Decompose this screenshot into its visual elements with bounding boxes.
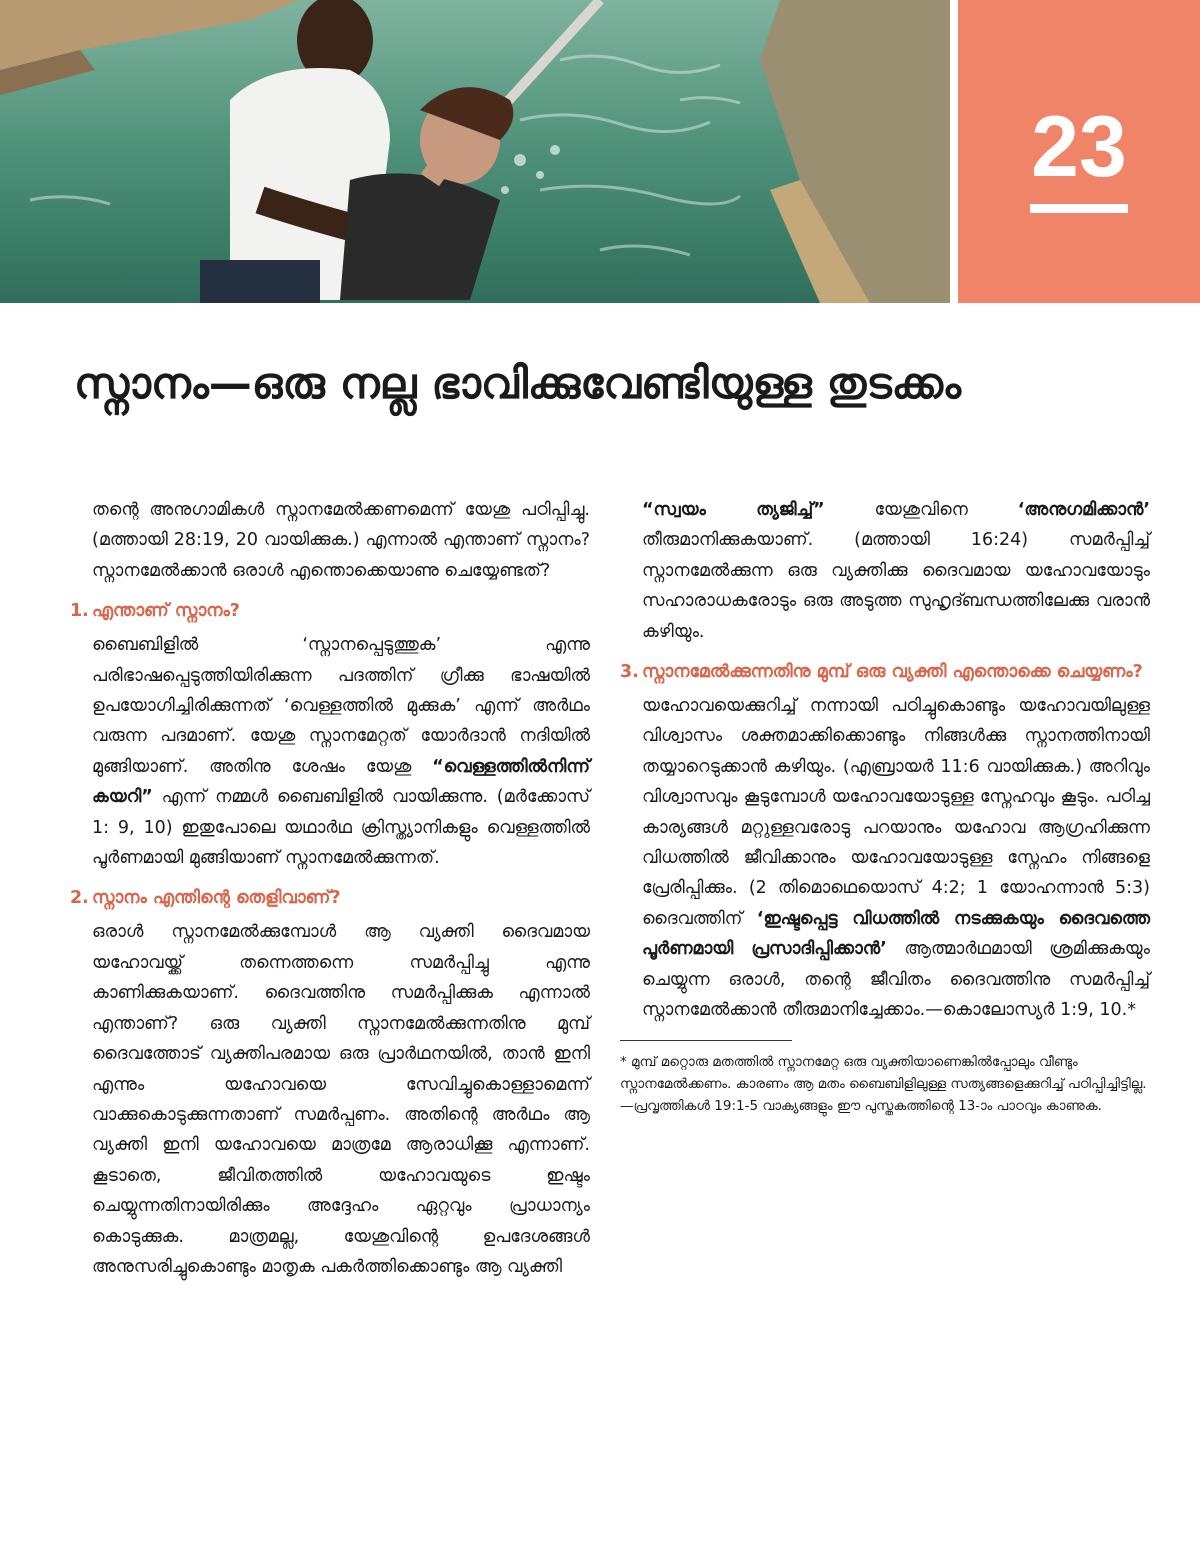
footnote-divider (620, 1040, 792, 1041)
question-number: 1. (70, 601, 89, 622)
question-3-heading (620, 657, 1150, 687)
answer-text: യേശുവിനെ (874, 500, 968, 520)
answer-emphasis: “സ്വയം ത്യജിച്ച്” (642, 500, 825, 520)
answer-2-continued (620, 495, 1150, 647)
answer-emphasis: “വെള്ളത്തിൽനിന്ന് കയറി” (92, 756, 590, 808)
baptism-photo-illustration (0, 0, 950, 303)
header-photo (0, 0, 950, 303)
answer-text: എന്ന് നമ്മൾ ബൈബിളിൽ വായിക്കുന്നു. (മർക്കോസ് 1: 9, 10) ഇതുപോലെ യഥാർഥ ക്രിസ്ത്യാനികളും വെള്ളത്തിൽ പൂർണമായി മുങ്ങിയാണ് സ്നാനമേൽക്കുന്നത്. (92, 787, 590, 869)
lesson-number: 23 (1031, 99, 1127, 195)
right-column (620, 495, 1150, 1117)
intro-paragraph: തന്റെ അനുഗാമികൾ സ്നാനമേൽക്കണമെന്ന് യേശു പഠിപ്പിച്ചു. (മത്തായി 28:19, 20 വായിക്കുക.) എന്നാൽ എന്താണ് സ്നാനം? സ്നാനമേൽക്കാൻ ഒരാൾ എന്തൊക്കെയാണു ചെയ്യേണ്ടത്? (92, 500, 590, 581)
question-text: എന്താണ് സ്നാനം? (92, 601, 240, 622)
answer-text: ബൈബിളിൽ ‘സ്നാനപ്പെടുത്തുക’ എന്നു പരിഭാഷപ്പെടുത്തിയിരിക്കുന്ന പദത്തിന് ഗ്രീക്കു ഭാഷയിൽ ഉപയോഗിച്ചിരിക്കുന്നത് ‘വെള്ളത്തിൽ മുക്കുക’ എന്ന് അർഥം വരുന്ന പദമാണ്. യേശു സ്നാനമേറ്റത് യോർദാൻ നദിയിൽ മുങ്ങിയാണ്. അതിനു ശേഷം യേശു (92, 635, 590, 777)
question-number: 3. (620, 662, 639, 683)
answer-text: തീരുമാനിക്കുകയാണ്. (മത്തായി 16:24) സമർപ്പിച്ച് സ്നാനമേൽക്കുന്ന ഒരു വ്യക്തിക്കു ദൈവമായ യഹോവയോടും സഹാരാധകരോടും ഒരു അടുത്ത സുഹൃദ്ബന്ധത്തിലേക്കു വരാൻ കഴിയും. (642, 530, 1150, 642)
question-2-heading (70, 883, 590, 913)
left-column (70, 495, 590, 1282)
question-text: സ്നാനം എന്തിന്റെ തെളിവാണ്? (92, 888, 341, 909)
answer-emphasis: ‘അനുഗമിക്കാൻ’ (1017, 500, 1150, 520)
answer-emphasis: ‘ഇഷ്ടപ്പെട്ട വിധത്തിൽ നടക്കുകയും ദൈവത്തെ പൂർണമായി പ്രസാദിപ്പിക്കാൻ’ (642, 908, 1150, 960)
answer-text: യഹോവയെക്കുറിച്ച് നന്നായി പഠിച്ചുകൊണ്ടും യഹോവയിലുള്ള വിശ്വാസം ശക്തമാക്കിക്കൊണ്ടും നിങ്ങൾക്കു സ്നാനത്തിനായി തയ്യാറെടുക്കാൻ കഴിയും. (എബ്രായർ 11:6 വായിക്കുക.) അറിവും വിശ്വാസവും കൂടുമ്പോൾ യഹോവയോടുള്ള സ്നേഹവും കൂടും. പഠിച്ച കാര്യങ്ങൾ മറ്റുള്ളവരോടു പറയാനും യഹോവ ആഗ്രഹിക്കുന്ന വിധത്തിൽ ജീവിക്കാനും യഹോവയോടുള്ള സ്നേഹം നിങ്ങളെ പ്രേരിപ്പിക്കും. (2 തിമൊഥെയൊസ് 4:2; 1 യോഹന്നാൻ 5:3) ദൈവത്തിന് (642, 696, 1150, 929)
lesson-number-underline (1030, 204, 1128, 213)
question-text: സ്നാനമേൽക്കുന്നതിനു മുമ്പ് ഒരു വ്യക്തി എന്തൊക്കെ ചെയ്യണം? (642, 662, 1143, 683)
answer-text: ആത്മാർഥമായി ശ്രമിക്കുകയും ചെയ്യുന്ന ഒരാൾ, തന്റെ ജീവിതം ദൈവത്തിനു സമർപ്പിച്ച് സ്നാനമേൽക്കാൻ തീരുമാനിച്ചേക്കാം.—കൊലോസ്യർ 1:9, 10.* (642, 939, 1150, 1021)
question-number: 2. (70, 888, 89, 909)
answer-1-paragraph (70, 630, 590, 873)
footnote: * മുമ്പ് മറ്റൊരു മതത്തിൽ സ്നാനമേറ്റ ഒരു വ്യക്തിയാണെങ്കിൽപ്പോലും വീണ്ടും സ്നാനമേൽക്കണം. കാരണം ആ മതം ബൈബിളിലുള്ള സത്യങ്ങളെക്കുറിച്ച് പഠിപ്പിച്ചിട്ടില്ല.—പ്രവൃത്തികൾ 19:1-5 വാക്യങ്ങളും ഈ പുസ്തകത്തിന്റെ 13-ാം പാഠവും കാണുക. (620, 1053, 1147, 1114)
lesson-number-box (958, 0, 1200, 303)
answer-2-paragraph (70, 917, 590, 1282)
page-title: സ്നാനം—ഒരു നല്ല ഭാവിക്കുവേണ്ടിയുള്ള തുടക്കം (74, 359, 962, 409)
answer-text: ഒരാൾ സ്നാനമേൽക്കുമ്പോൾ ആ വ്യക്തി ദൈവമായ യഹോവയ്ക്ക് തന്നെത്തന്നെ സമർപ്പിച്ചു എന്നു കാണിക്കുകയാണ്. ദൈവത്തിനു സമർപ്പിക്കുക എന്നാൽ എന്താണ്? ഒരു വ്യക്തി സ്നാനമേൽക്കുന്നതിനു മുമ്പ് ദൈവത്തോട് വ്യക്തിപരമായ ഒരു പ്രാർഥനയിൽ, താൻ ഇനി എന്നും യഹോവയെ സേവിച്ചുകൊള്ളാമെന്ന് വാക്കുകൊടുക്കുന്നതാണ് സമർപ്പണം. അതിന്റെ അർഥം ആ വ്യക്തി ഇനി യഹോവയെ മാത്രമേ ആരാധിക്കൂ എന്നാണ്. കൂടാതെ, ജീവിതത്തിൽ യഹോവയുടെ ഇഷ്ടം ചെയ്യുന്നതിനായിരിക്കും അദ്ദേഹം ഏറ്റവും പ്രാധാന്യം കൊടുക്കുക. മാത്രമല്ല, യേശുവിന്റെ ഉപദേശങ്ങൾ അനുസരിച്ചുകൊണ്ടും മാതൃക പകർത്തിക്കൊണ്ടും ആ വ്യക്തി (92, 922, 590, 1277)
question-1-heading (70, 596, 590, 626)
answer-3-paragraph (620, 691, 1150, 1025)
